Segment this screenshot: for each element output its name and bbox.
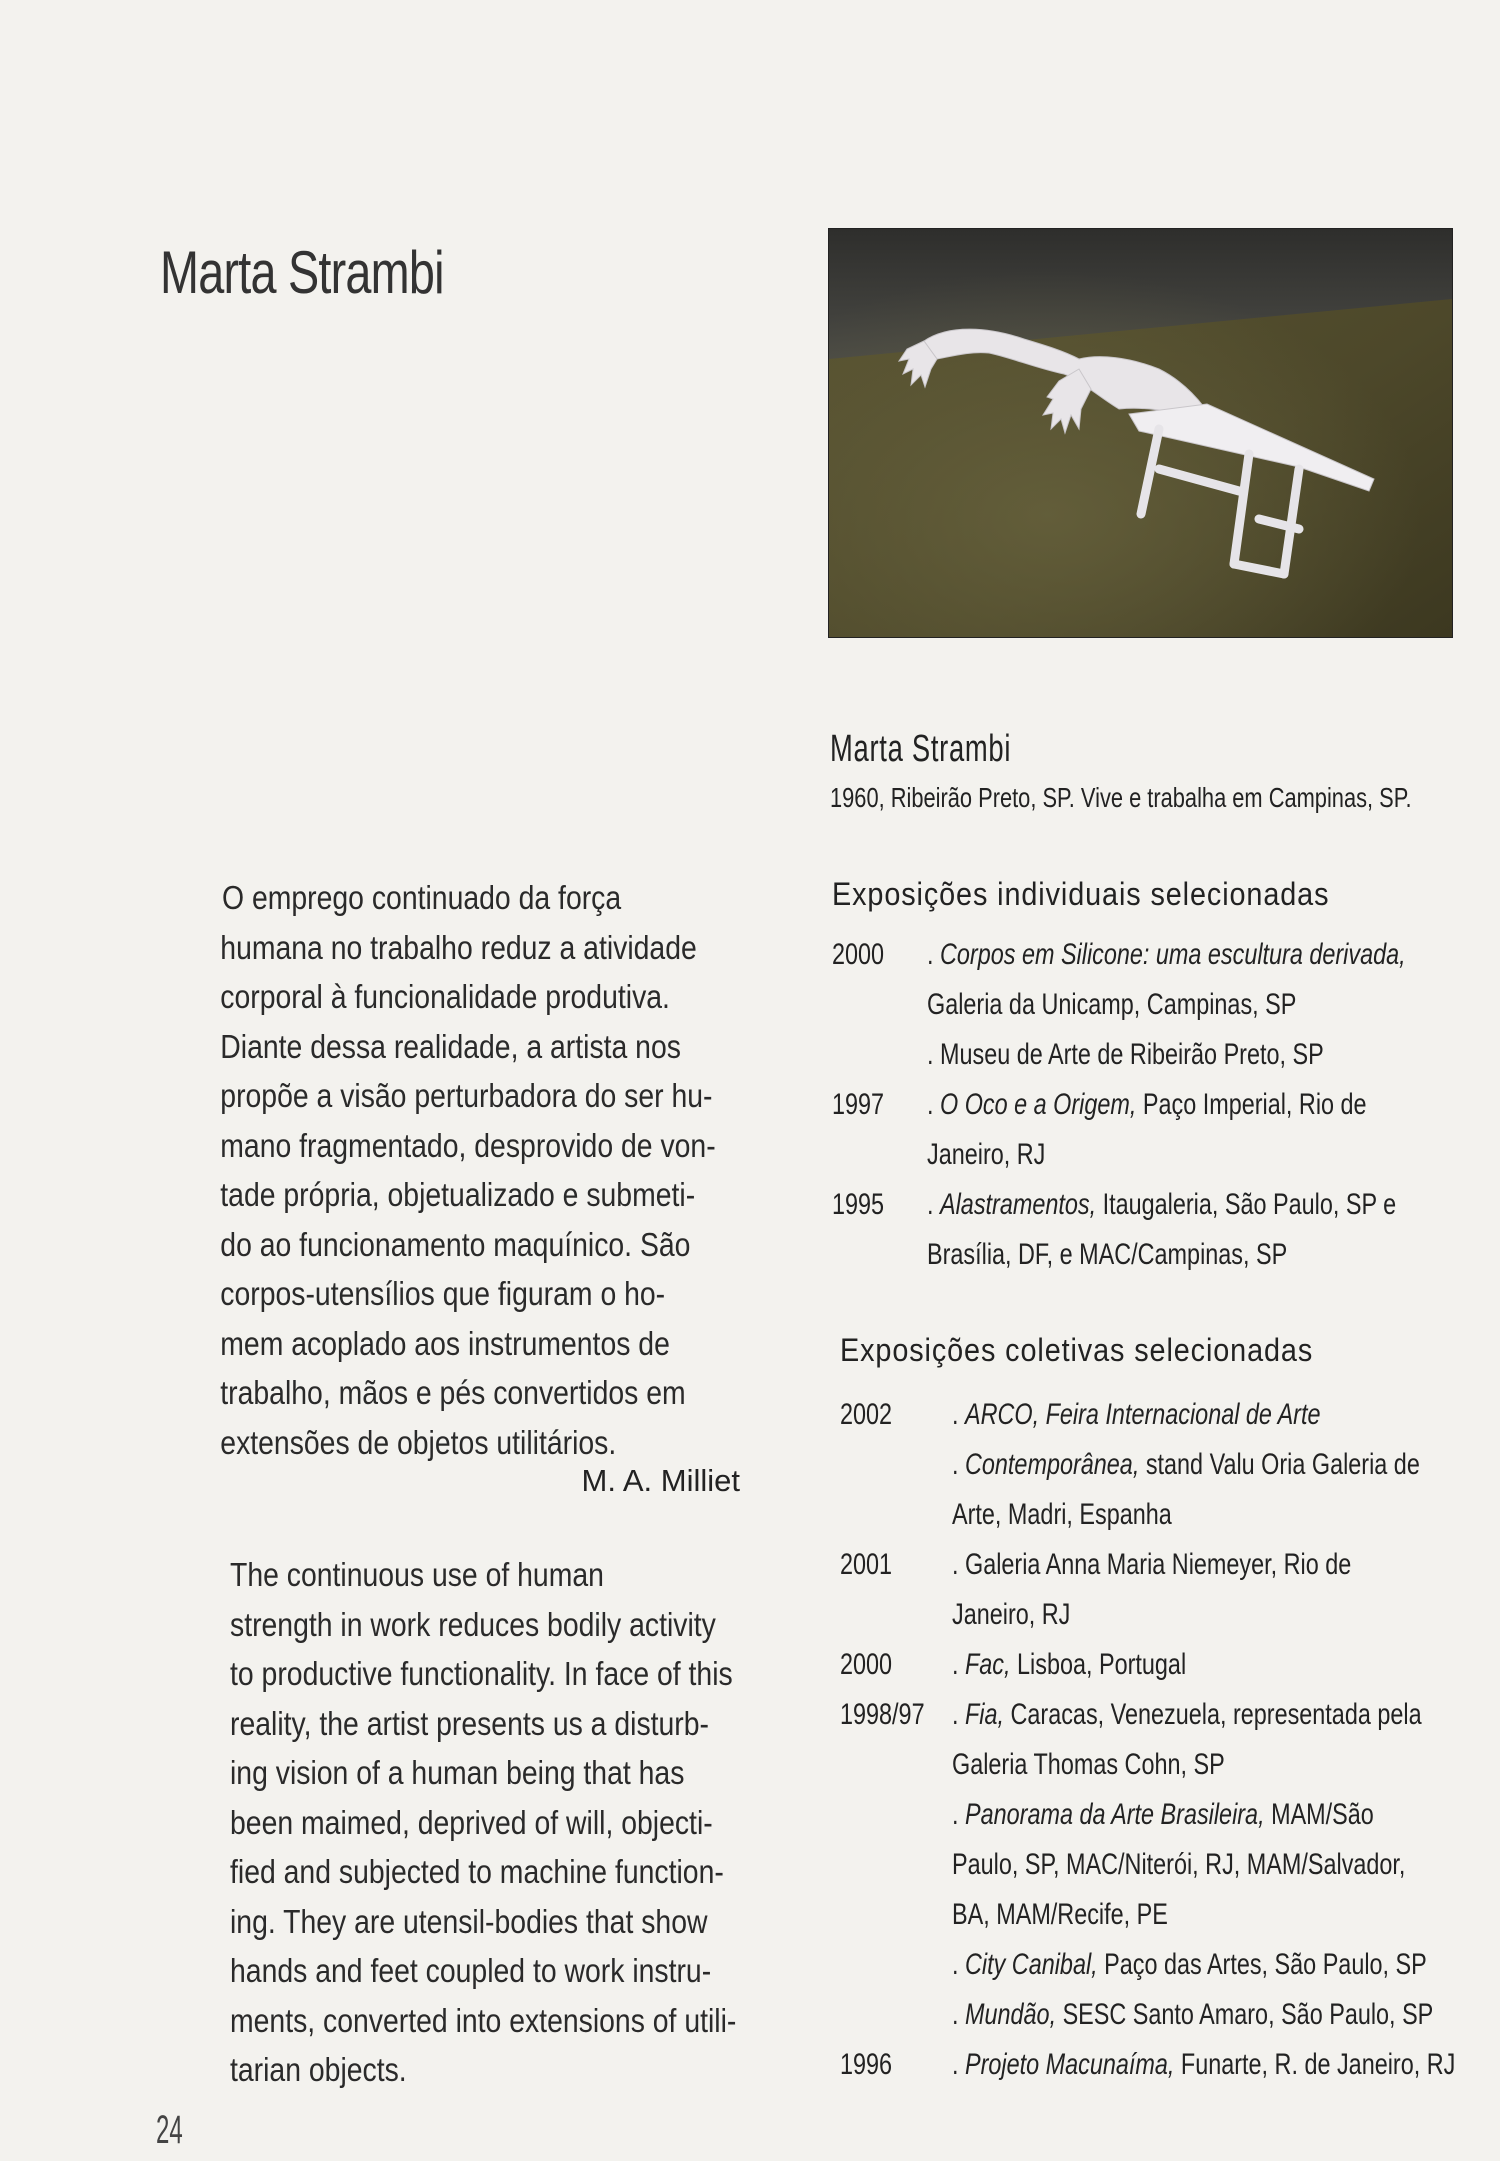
artwork-photo bbox=[828, 228, 1453, 638]
exhibition-year: 1997 bbox=[832, 1088, 885, 1121]
collective-exhibitions-heading: Exposições coletivas selecionadas bbox=[840, 1332, 1314, 1368]
text-line: reality, the artist presents us a disturb- bbox=[230, 1704, 709, 1742]
exhibition-details: Arte, Madri, Espanha bbox=[952, 1498, 1172, 1531]
exhibition-details: Caracas, Venezuela, representada pela bbox=[1004, 1698, 1422, 1731]
exhibition-title: Alastramentos, bbox=[940, 1188, 1097, 1221]
exhibition-details: Lisboa, Portugal bbox=[1010, 1648, 1187, 1681]
exhibition-text bbox=[927, 980, 1296, 1030]
exhibition-details: Janeiro, RJ bbox=[952, 1598, 1071, 1631]
exhibition-text bbox=[952, 1890, 1168, 1940]
exhibition-title: Projeto Macunaíma, bbox=[965, 2048, 1175, 2081]
portuguese-text bbox=[222, 873, 716, 1467]
exhibition-text: . Contemporânea, stand Valu Oria Galeria de bbox=[952, 1448, 1420, 1481]
text-line: O emprego continuado da força bbox=[222, 879, 622, 916]
text-line: corpos-utensílios que figuram o ho- bbox=[220, 1275, 666, 1312]
exhibition-details: . Galeria Anna Maria Niemeyer, Rio de bbox=[952, 1548, 1352, 1581]
text-line: to productive functionality. In face of this bbox=[230, 1655, 733, 1692]
exhibition-year: 2000 bbox=[832, 938, 885, 971]
text-line: tarian objects. bbox=[230, 2051, 407, 2088]
english-text bbox=[230, 1550, 736, 2095]
exhibition-text: . Fac, Lisboa, Portugal bbox=[952, 1648, 1187, 1681]
exhibition-year: 1998/97 bbox=[840, 1698, 925, 1731]
exhibition-text bbox=[927, 1130, 1045, 1180]
exhibition-text bbox=[952, 1540, 1351, 1590]
exhibition-title: O Oco e a Origem, bbox=[940, 1088, 1137, 1121]
exhibition-text: . ARCO, Feira Internacional de Arte bbox=[952, 1398, 1321, 1431]
exhibition-year: 2000 bbox=[840, 1648, 893, 1681]
exhibition-text bbox=[952, 1590, 1070, 1640]
exhibition-title: Fac, bbox=[965, 1648, 1011, 1681]
exhibition-details: stand Valu Oria Galeria de bbox=[1139, 1448, 1420, 1481]
text-line: hands and feet coupled to work instru- bbox=[230, 1952, 712, 1989]
text-line: humana no trabalho reduz a atividade bbox=[220, 928, 697, 966]
exhibition-text: . Fia, Caracas, Venezuela, representada pela bbox=[952, 1698, 1422, 1731]
exhibition-text bbox=[927, 1030, 1324, 1080]
exhibition-details: Paço das Artes, São Paulo, SP bbox=[1097, 1948, 1427, 1981]
caption-artist-name: Marta Strambi bbox=[830, 728, 1012, 770]
exhibition-title: ARCO, Feira Internacional de Arte bbox=[965, 1398, 1321, 1431]
text-line: ments, converted into extensions of utili- bbox=[230, 2001, 737, 2039]
exhibition-details: Brasília, DF, e MAC/Campinas, SP bbox=[927, 1238, 1288, 1271]
exhibition-title: Panorama da Arte Brasileira, bbox=[965, 1798, 1265, 1831]
exhibition-text: . Alastramentos, Itaugaleria, São Paulo, SP e bbox=[927, 1188, 1397, 1221]
text-line: Diante dessa realidade, a artista nos bbox=[220, 1027, 681, 1065]
exhibition-title: Corpos em Silicone: uma escultura derivada, bbox=[940, 938, 1406, 971]
caption-biography: 1960, Ribeirão Preto, SP. Vive e trabalha em Campinas, SP. bbox=[830, 782, 1412, 813]
exhibition-title: City Canibal, bbox=[965, 1948, 1098, 1981]
exhibition-text: . City Canibal, Paço das Artes, São Paulo, SP bbox=[952, 1948, 1427, 1981]
exhibition-text: . Corpos em Silicone: uma escultura derivada, bbox=[927, 938, 1406, 971]
exhibition-details: BA, MAM/Recife, PE bbox=[952, 1898, 1168, 1931]
author-signature: M. A. Milliet bbox=[581, 1463, 740, 1498]
exhibition-text bbox=[952, 1740, 1225, 1790]
exhibition-details: Itaugaleria, São Paulo, SP e bbox=[1096, 1188, 1397, 1221]
exhibition-text bbox=[952, 1840, 1405, 1890]
exhibition-text: . Panorama da Arte Brasileira, MAM/São bbox=[952, 1798, 1374, 1831]
exhibition-details: Paço Imperial, Rio de bbox=[1136, 1088, 1367, 1121]
text-line: tade própria, objetualizado e submeti- bbox=[220, 1176, 696, 1213]
page-title: Marta Strambi bbox=[160, 239, 444, 306]
exhibition-text: . Projeto Macunaíma, Funarte, R. de Janeiro, RJ bbox=[952, 2048, 1456, 2081]
exhibition-details: Galeria Thomas Cohn, SP bbox=[952, 1748, 1225, 1781]
exhibition-text: . Mundão, SESC Santo Amaro, São Paulo, SP bbox=[952, 1998, 1434, 2031]
exhibition-year: 2001 bbox=[840, 1548, 893, 1581]
text-line: fied and subjected to machine function- bbox=[230, 1853, 724, 1890]
text-line: ing vision of a human being that has bbox=[230, 1754, 685, 1791]
text-line: been maimed, deprived of will, objecti- bbox=[230, 1803, 713, 1841]
exhibition-details: . Museu de Arte de Ribeirão Preto, SP bbox=[927, 1038, 1324, 1071]
exhibition-details: MAM/São bbox=[1264, 1798, 1374, 1831]
text-line: The continuous use of human bbox=[230, 1556, 604, 1593]
text-line: trabalho, mãos e pés convertidos em bbox=[220, 1374, 686, 1411]
text-line: do ao funcionamento maquínico. São bbox=[220, 1225, 691, 1263]
text-line: corporal à funcionalidade produtiva. bbox=[220, 978, 670, 1015]
text-line: ing. They are utensil-bodies that show bbox=[230, 1902, 708, 1940]
exhibition-year: 1995 bbox=[832, 1188, 885, 1221]
exhibition-details: SESC Santo Amaro, São Paulo, SP bbox=[1056, 1998, 1434, 2031]
exhibition-details: Paulo, SP, MAC/Niterói, RJ, MAM/Salvador, bbox=[952, 1848, 1406, 1881]
text-line: strength in work reduces bodily activity bbox=[230, 1605, 716, 1643]
exhibition-text: . O Oco e a Origem, Paço Imperial, Rio de bbox=[927, 1088, 1367, 1121]
exhibition-year: 2002 bbox=[840, 1398, 893, 1431]
exhibition-details: Janeiro, RJ bbox=[927, 1138, 1046, 1171]
exhibition-year: 1996 bbox=[840, 2048, 893, 2081]
exhibition-details: Galeria da Unicamp, Campinas, SP bbox=[927, 988, 1297, 1021]
exhibition-title: Fia, bbox=[965, 1698, 1005, 1731]
exhibition-title: Contemporânea, bbox=[965, 1448, 1140, 1481]
text-line: propõe a visão perturbadora do ser hu- bbox=[220, 1077, 713, 1114]
text-line: mem acoplado aos instrumentos de bbox=[220, 1324, 670, 1362]
text-line: mano fragmentado, desprovido de von- bbox=[220, 1126, 716, 1164]
exhibition-text bbox=[927, 1230, 1287, 1280]
page-number: 24 bbox=[156, 2108, 183, 2152]
exhibition-text bbox=[952, 1490, 1172, 1540]
individual-exhibitions-heading: Exposições individuais selecionadas bbox=[832, 876, 1330, 912]
exhibition-details: Funarte, R. de Janeiro, RJ bbox=[1174, 2048, 1456, 2081]
sculpture-photo-icon bbox=[829, 229, 1452, 637]
text-line: extensões de objetos utilitários. bbox=[220, 1423, 617, 1461]
exhibition-title: Mundão, bbox=[965, 1998, 1057, 2031]
